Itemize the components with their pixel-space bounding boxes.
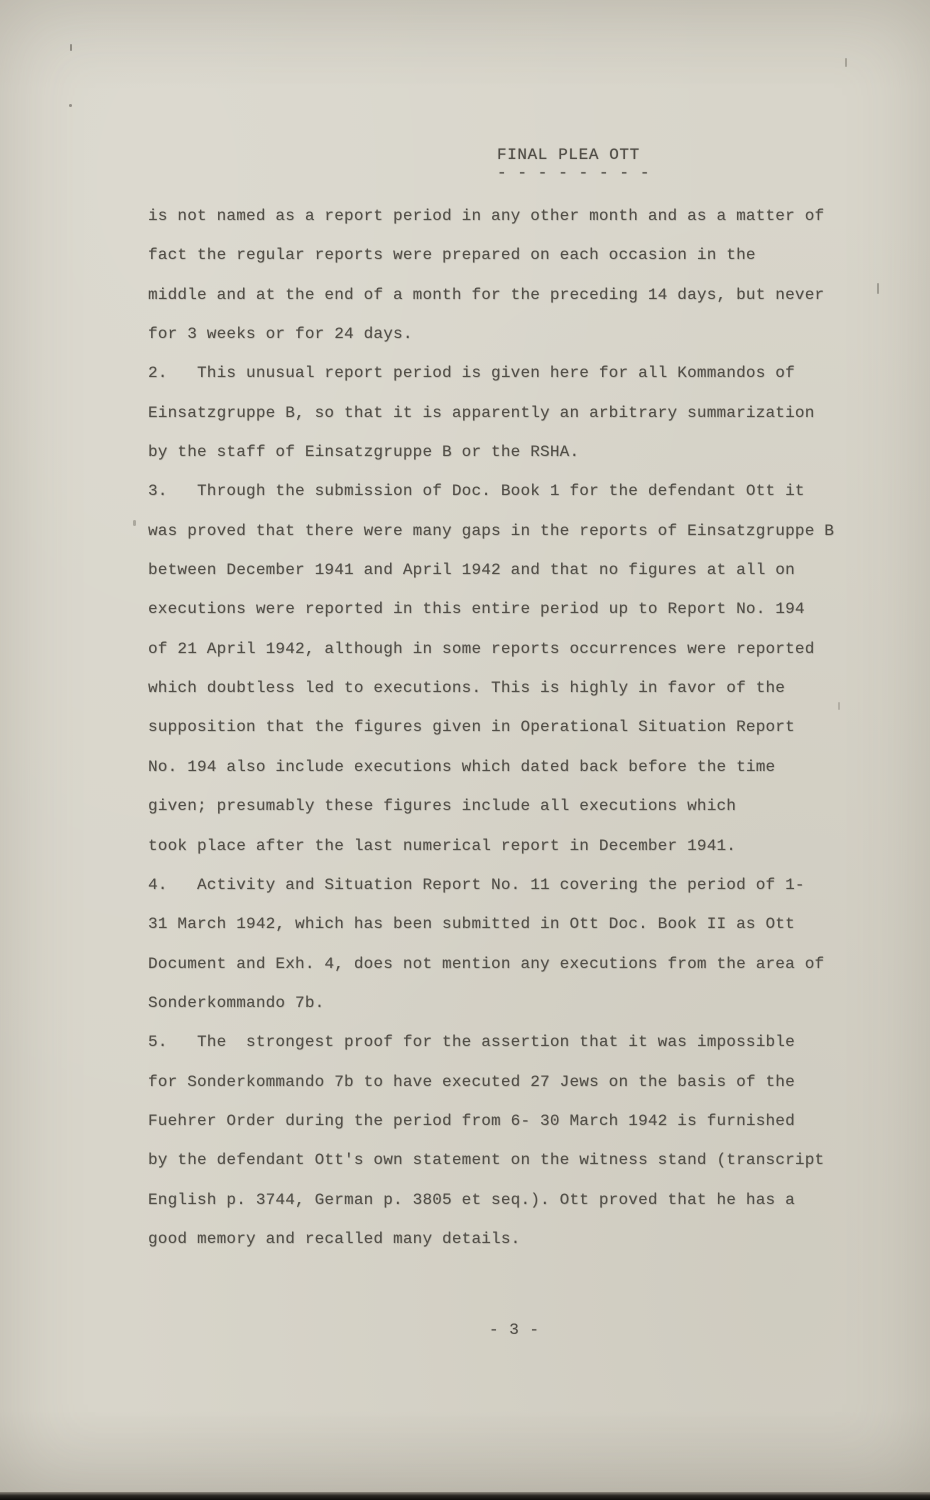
scan-artifact	[845, 58, 847, 67]
document-title: FINAL PLEA OTT	[497, 146, 640, 164]
scan-artifact	[877, 283, 879, 294]
body-line: middle and at the end of a month for the preceding 14 days, but never	[148, 285, 825, 304]
body-line: English p. 3744, German p. 3805 et seq.). Ott proved that he has a	[148, 1190, 795, 1209]
body-line: No. 194 also include executions which dated back before the time	[148, 757, 776, 776]
body-line: Sonderkommando 7b.	[148, 993, 325, 1012]
body-line: is not named as a report period in any other month and as a matter of	[148, 207, 825, 225]
body-line: which doubtless led to executions. This is highly in favor of the	[148, 679, 786, 698]
body-line: good memory and recalled many details.	[148, 1229, 521, 1248]
body-line: 31 March 1942, which has been submitted in Ott Doc. Book II as Ott	[148, 915, 795, 934]
body-line: fact the regular reports were prepared on each occasion in the	[148, 246, 756, 265]
body-line: by the defendant Ott's own statement on the witness stand (transcript	[148, 1151, 825, 1170]
body-line: by the staff of Einsatzgruppe B or the RSHA.	[148, 443, 580, 462]
body-line: Fuehrer Order during the period from 6- 30 March 1942 is furnished	[148, 1111, 795, 1130]
body-line: Document and Exh. 4, does not mention any executions from the area of	[148, 954, 825, 973]
body-line: took place after the last numerical report in December 1941.	[148, 836, 737, 855]
body-line: between December 1941 and April 1942 and that no figures at all on	[148, 561, 795, 580]
body-line: 3. Through the submission of Doc. Book 1 for the defendant Ott it	[148, 482, 805, 501]
scan-artifact	[69, 104, 72, 107]
body-line: Einsatzgruppe B, so that it is apparently an arbitrary summarization	[148, 403, 815, 422]
body-line: 4. Activity and Situation Report No. 11 covering the period of 1-	[148, 875, 805, 894]
body-line: given; presumably these figures include all executions which	[148, 797, 737, 816]
body-line: for Sonderkommando 7b to have executed 27 Jews on the basis of the	[148, 1072, 795, 1091]
document-body	[148, 197, 848, 1259]
body-line: for 3 weeks or for 24 days.	[148, 325, 413, 344]
page-number: - 3 -	[489, 1321, 540, 1339]
body-line: supposition that the figures given in Operational Situation Report	[148, 718, 795, 737]
scan-bottom-edge	[0, 1492, 930, 1500]
scan-artifact	[133, 520, 136, 526]
scan-artifact	[70, 44, 72, 51]
body-line: 2. This unusual report period is given here for all Kommandos of	[148, 364, 795, 383]
title-underline: - - - - - - - -	[497, 164, 651, 182]
body-line: of 21 April 1942, although in some reports occurrences were reported	[148, 639, 815, 658]
body-line: executions were reported in this entire period up to Report No. 194	[148, 600, 805, 619]
body-line: was proved that there were many gaps in the reports of Einsatzgruppe B	[148, 521, 835, 540]
body-line: 5. The strongest proof for the assertion that it was impossible	[148, 1033, 795, 1052]
